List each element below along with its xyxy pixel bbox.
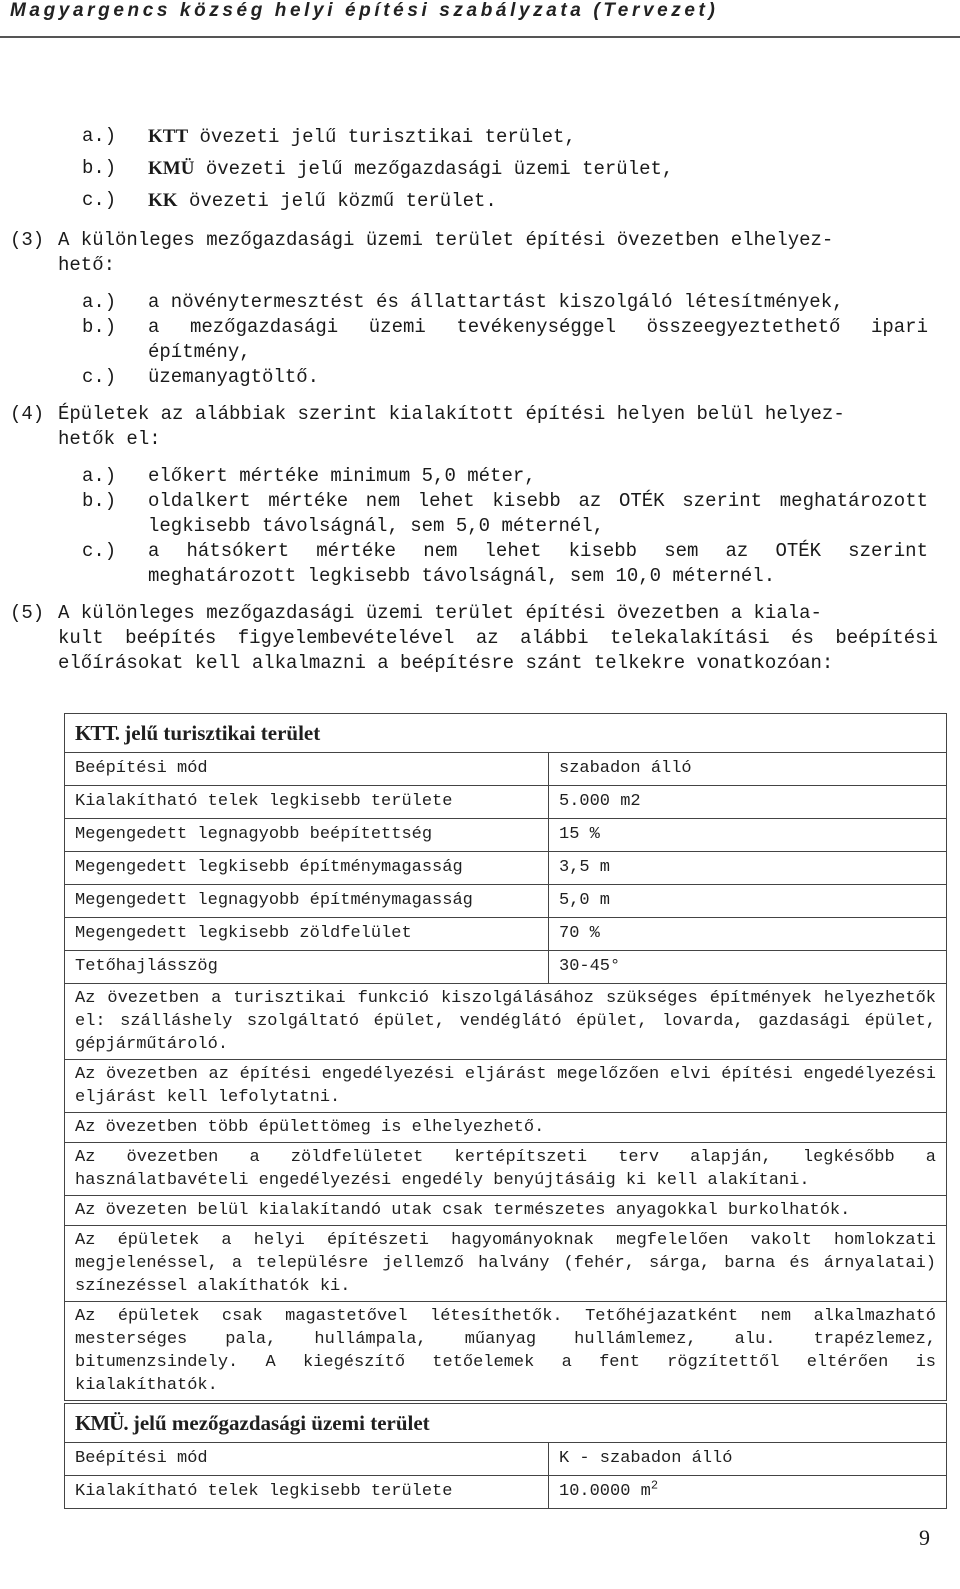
row-value: 5,0 m — [549, 885, 947, 918]
row-value: szabadon álló — [549, 753, 947, 786]
page-header — [0, 0, 960, 38]
table-title-text: jelű turisztikai terület — [124, 721, 321, 745]
list-text: övezeti jelű mezőgazdasági üzemi terület, — [205, 158, 674, 180]
paragraph-continuation: hetők el: — [58, 428, 161, 450]
table-title-text: jelű mezőgazdasági üzemi terület — [132, 1411, 430, 1435]
paragraph-4 — [10, 402, 945, 454]
row-label: Megengedett legnagyobb beépítettség — [65, 819, 549, 852]
paragraph-number: (4) — [10, 403, 45, 425]
table-note: Az övezeten belül kialakítandó utak csak természetes anyagokkal burkolhatók. — [65, 1196, 947, 1226]
row-value: 5.000 m2 — [549, 786, 947, 819]
list-label: a.) — [82, 125, 117, 147]
kmu-zone-table — [64, 1403, 947, 1509]
paragraph-first-line: Épületek az alábbiak szerint kialakított építési helyen belül helyez- — [58, 403, 845, 425]
row-label: Beépítési mód — [65, 1443, 549, 1476]
paragraph-3 — [10, 228, 945, 288]
list-text: a mezőgazdasági üzemi tevékenységgel összeegyeztethető ipari építmény, — [148, 316, 928, 363]
paragraph-first-line: A különleges mezőgazdasági üzemi terület építési övezetben a kiala- — [58, 602, 822, 624]
zone-code: KTT. — [75, 721, 120, 745]
list-label: a.) — [82, 291, 117, 313]
table-row — [65, 918, 947, 951]
zone-code: KK — [148, 190, 178, 211]
paragraph-continuation: hető: — [58, 254, 116, 276]
table-note: Az épületek a helyi építészeti hagyományoknak megfelelően vakolt homlokzati megjelenéssel, a településre jellemző halvány (fehér, sárga, barna és árnyalatai) színezéssel alakíthatók ki. — [65, 1226, 947, 1302]
paragraph-first-line: A különleges mezőgazdasági üzemi terület építési övezetben elhelyez- — [58, 229, 834, 251]
row-value: 15 % — [549, 819, 947, 852]
list-text: a hátsókert mértéke nem lehet kisebb sem az OTÉK szerint meghatározott legkisebb távolságnál, sem 10,0 méternél. — [148, 540, 928, 587]
table-row — [65, 786, 947, 819]
table-row — [65, 1476, 947, 1509]
table-title — [65, 714, 947, 753]
row-label: Kialakítható telek legkisebb területe — [65, 786, 549, 819]
table-row — [65, 885, 947, 918]
page-number: 9 — [919, 1525, 930, 1550]
list-label: b.) — [82, 316, 117, 338]
paragraph-number: (3) — [10, 229, 45, 251]
table-row — [65, 1443, 947, 1476]
list-label: a.) — [82, 465, 117, 487]
row-value: 3,5 m — [549, 852, 947, 885]
zone-code: KMÜ — [148, 158, 195, 179]
table-row — [65, 951, 947, 984]
list-label: c.) — [82, 540, 117, 562]
ktt-zone-table — [64, 713, 947, 1401]
row-value: 70 % — [549, 918, 947, 951]
table-note: Az övezetben a zöldfelületet kertépítszeti terv alapján, legkésőbb a használatbavételi engedélyezési engedély benyújtásáig ki kell alakítani. — [65, 1143, 947, 1196]
zone-code: KTT — [148, 126, 189, 147]
list-text: oldalkert mértéke nem lehet kisebb az OTÉK szerint meghatározott legkisebb távolságnál, sem 5,0 méternél, — [148, 490, 928, 537]
list-label: b.) — [82, 490, 117, 512]
table-note: Az övezetben az építési engedélyezési eljárást megelőzően elvi építési engedélyezési eljárást kell lefolytatni. — [65, 1060, 947, 1113]
list-text: a növénytermesztést és állattartást kiszolgáló létesítmények, — [148, 291, 844, 313]
row-value-cell — [549, 1476, 947, 1509]
list-text: övezeti jelű közmű terület. — [188, 190, 497, 212]
row-value: K - szabadon álló — [549, 1443, 947, 1476]
row-label: Megengedett legnagyobb építménymagasság — [65, 885, 549, 918]
paragraph-continuation: kult beépítés figyelembevételével az alábbi telekalakítási és beépítési előírásokat kell alkalmazni a beépítésre szánt telkekre vonatkozóan: — [58, 627, 938, 674]
paragraph-5 — [10, 601, 945, 701]
list-label: c.) — [82, 189, 117, 211]
row-label: Beépítési mód — [65, 753, 549, 786]
paragraph-number: (5) — [10, 602, 45, 624]
table-row — [65, 753, 947, 786]
table-row — [65, 819, 947, 852]
zone-code: KMÜ. — [75, 1411, 128, 1435]
table-note: Az épületek csak magastetővel létesíthetők. Tetőhéjazatként nem alkalmazható mesterséges pala, hullámpala, műanyag hullámlemez, alu. trapézlemez, bitumenzsindely. A kiegészítő tetőelemek a fent rögzítettől eltérően is kialakíthatók. — [65, 1302, 947, 1401]
table-title — [65, 1404, 947, 1443]
table-note: Az övezetben több épülettömeg is elhelyezhető. — [65, 1113, 947, 1143]
document-title: Magyargencs község helyi építési szabályzata (Tervezet) — [10, 0, 719, 21]
table-row — [65, 852, 947, 885]
table-note: Az övezetben a turisztikai funkció kiszolgálásához szükséges építmények helyezhetők el: szálláshely szolgáltató épület, vendéglátó épület, lovarda, gazdasági épület, gépjárműtároló. — [65, 984, 947, 1060]
list-text: előkert mértéke minimum 5,0 méter, — [148, 465, 536, 487]
unit-superscript: 2 — [650, 1478, 659, 1493]
row-label: Tetőhajlásszög — [65, 951, 549, 984]
list-label: b.) — [82, 157, 117, 179]
row-value: 30-45° — [549, 951, 947, 984]
row-label: Kialakítható telek legkisebb területe — [65, 1476, 549, 1509]
list-text: övezeti jelű turisztikai terület, — [199, 126, 576, 148]
row-label: Megengedett legkisebb építménymagasság — [65, 852, 549, 885]
list-text: üzemanyagtöltő. — [148, 366, 320, 388]
row-value: 10.0000 m — [559, 1482, 651, 1501]
list-label: c.) — [82, 366, 117, 388]
row-label: Megengedett legkisebb zöldfelület — [65, 918, 549, 951]
